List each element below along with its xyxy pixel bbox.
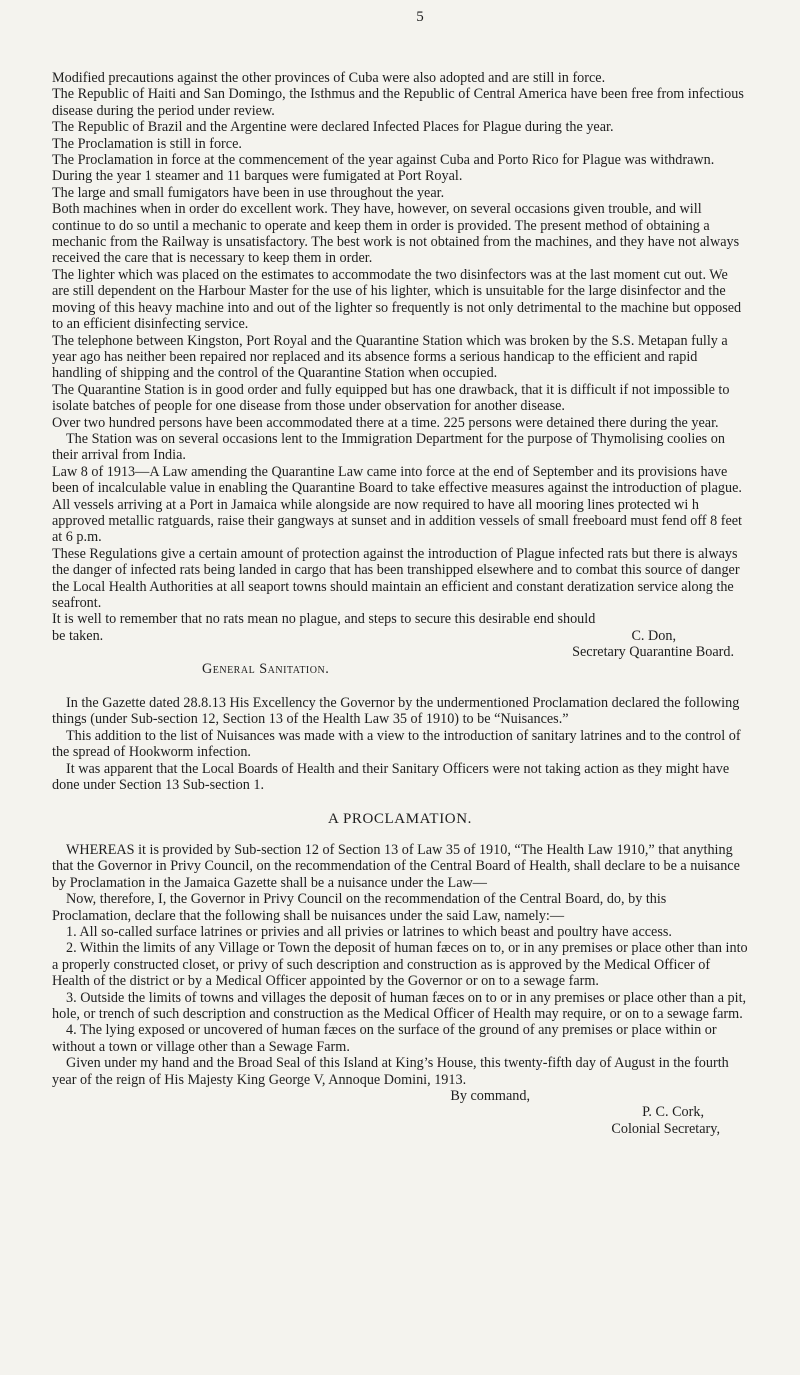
paragraph: During the year 1 steamer and 11 barques were fumigated at Port Royal. [52, 168, 463, 185]
page-number: 5 [416, 9, 424, 25]
closing-tail: be taken. [52, 627, 104, 644]
paragraph: The Proclamation is still in force. [52, 135, 242, 152]
signatory-title: Secretary Quarantine Board. [572, 644, 734, 661]
paragraph: Over two hundred persons have been accommodated there at a time. 225 persons were detained there during the year. [52, 414, 719, 431]
paragraph: The Republic of Brazil and the Argentine were declared Infected Places for Plague during the year. [52, 119, 614, 136]
paragraph: Law 8 of 1913—A Law amending the Quarantine Law came into force at the end of September and its provisions have been of incalculable value in enabling the Quarantine Board to take effective measures against the introduction of plague. [52, 463, 742, 497]
paragraph: Now, therefore, I, the Governor in Privy Council on the recommendation of the Central Board, do, by this Proclamation, declare that the following shall be nuisances under the said Law, namely:— [52, 891, 667, 924]
list-item: 1. All so-called surface latrines or privies and all privies or latrines to which beast and poultry have access. [66, 923, 672, 940]
list-item: 2. Within the limits of any Village or Town the deposit of human fæces on to, or in any premises or place other than into a properly constructed closet, or privy of such description and construction as is approved by the Medical Officer of Health of the district or by a Medical Officer appointed by the Governor or on to a sewage farm. [52, 940, 748, 990]
paragraph: The Station was on several occasions lent to the Immigration Department for the purpose of Thymolising coolies on their arrival from India. [52, 430, 725, 464]
signatory2-name: P. C. Cork, [642, 1104, 704, 1121]
paragraph: Both machines when in order do excellent work. They have, however, on several occasions given trouble, and will continue to do so until a mechanic to operate and keep them in order is provided. The present method of obtaining a mechanic from the Railway is unsatisfactory. The best work is not obtained from the machines, and they have not always received the care that is necessary to keep them in order. [52, 201, 740, 267]
signatory2-title: Colonial Secretary, [611, 1120, 720, 1137]
paragraph: Modified precautions against the other provinces of Cuba were also adopted and are still in force. [52, 70, 606, 86]
list-item: 4. The lying exposed or uncovered of human fæces on the surface of the ground of any premises or place within or without a town or village other than a Sewage Farm. [52, 1022, 717, 1055]
paragraph: The lighter which was placed on the estimates to accommodate the two disinfectors was at the last moment cut out. We are still dependent on the Harbour Master for the use of his lighter, which is unsuitable for the large disinfector and the moving of this heavy machine into and out of the lighter so frequently is not only detrimental to the machine but opposed to an efficient disinfecting service. [52, 266, 742, 333]
section-heading-general-sanitation: General Sanitation. [202, 660, 330, 677]
paragraph: It was apparent that the Local Boards of Health and their Sanitary Officers were not taking action as they might have done under Section 13 Sub-section 1. [52, 760, 730, 794]
signature-row [52, 628, 748, 644]
paragraph: The Republic of Haiti and San Domingo, the Isthmus and the Republic of Central America have been free from infectious disease during the period under review. [52, 86, 744, 119]
signatory-name: C. Don, [631, 627, 676, 644]
paragraph: The Proclamation in force at the commencement of the year against Cuba and Porto Rico for Plague was withdrawn. [52, 152, 715, 169]
paragraph: The telephone between Kingston, Port Royal and the Quarantine Station which was broken by the S.S. Metapan fully a year ago has neither been repaired nor replaced and its absence forms a serious handicap to the efficient and rapid handling of shipping and the control of the Quarantine Station when occupied. [52, 332, 728, 382]
paragraph: All vessels arriving at a Port in Jamaica while alongside are now required to have all mooring lines protected wi h approved metallic ratguards, raise their gangways at sunset and in addition vessels of small freeboard must fend off 8 feet at 6 p.m. [52, 496, 742, 546]
general-sanitation-section [52, 695, 748, 793]
by-command: By command, [450, 1087, 530, 1104]
paragraph: These Regulations give a certain amount of protection against the introduction of Plague infected rats but there is always the danger of infected rats being landed in cargo that has been transhipped elsewhere and to combat this source of danger the Local Health Authorities at all seaport towns should maintain an efficient and constant deratization service along the seafront. [52, 545, 740, 611]
paragraph: This addition to the list of Nuisances was made with a view to the introduction of sanitary latrines and to the control of the spread of Hookworm infection. [52, 727, 741, 761]
list-item: 3. Outside the limits of towns and villages the deposit of human fæces on to or in any premises or place other than a pit, hole, or trench of such description and construction as the Medical Officer of Health may require, or on to a sewage farm. [52, 989, 747, 1022]
proclamation-heading: A PROCLAMATION. [327, 811, 472, 828]
proclamation-text [52, 842, 748, 1137]
paragraph: In the Gazette dated 28.8.13 His Excellency the Governor by the undermentioned Proclamation declared the following things (under Sub-section 12, Section 13 of the Health Law 35 of 1910) to be “Nuisances.” [52, 695, 740, 728]
paragraph: WHEREAS it is provided by Sub-section 12 of Section 13 of Law 35 of 1910, “The Health Law 1910,” that anything that the Governor in Privy Council, on the recommendation of the Central Board of Health, shall declare to be a nuisance by Proclamation in the Jamaica Gazette shall be a nuisance under the Law— [52, 841, 740, 891]
paragraph: The large and small fumigators have been in use throughout the year. [52, 184, 445, 201]
quarantine-report [52, 70, 748, 677]
closing-line: It is well to remember that no rats mean no plague, and steps to secure this desirable end should [52, 611, 596, 628]
paragraph: The Quarantine Station is in good order and fully equipped but has one drawback, that it is difficult if not impossible to isolate batches of people for one disease from those under observation for another disease. [52, 381, 730, 415]
paragraph: Given under my hand and the Broad Seal of this Island at King’s House, this twenty-fifth day of August in the fourth year of the reign of His Majesty King George V, Annoque Domini, 1913. [52, 1055, 729, 1088]
